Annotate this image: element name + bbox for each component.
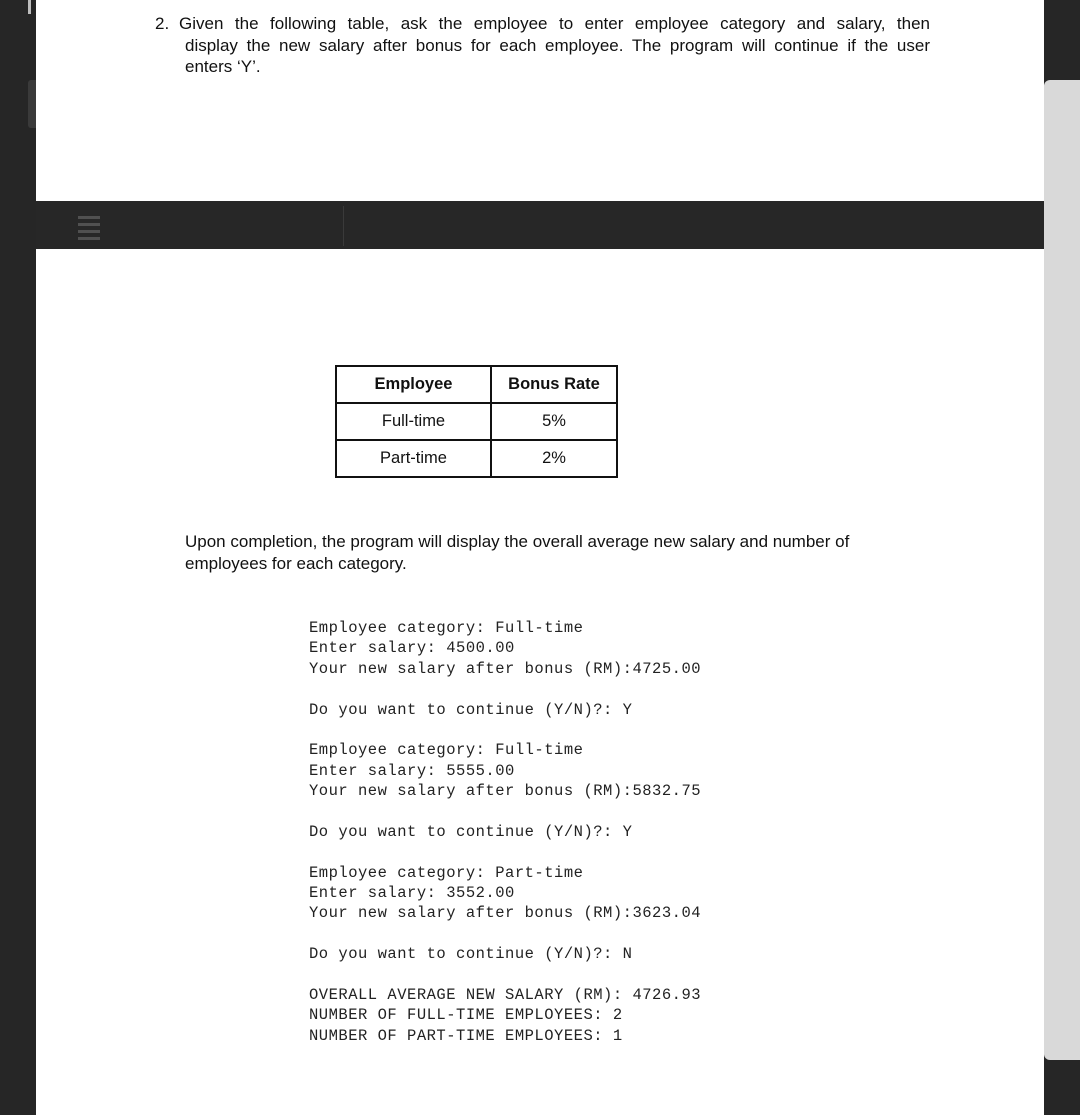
console-line: Employee category: Full-time [309, 619, 584, 637]
question-line-1: Given the following table, ask the employee to enter employee category and salary, then [179, 14, 930, 33]
table-cell: Part-time [336, 440, 491, 477]
table-cell: 2% [491, 440, 617, 477]
table-header-bonus-rate: Bonus Rate [491, 366, 617, 403]
console-line: Your new salary after bonus (RM):4725.00 [309, 659, 702, 678]
table-header-row [336, 366, 617, 403]
console-line: Enter salary: 3552.00 [309, 884, 515, 903]
table-header-employee: Employee [336, 366, 491, 403]
console-line: Do you want to continue (Y/N)?: Y [309, 822, 633, 841]
completion-paragraph [185, 531, 905, 575]
question-number: 2. [155, 14, 170, 33]
question-line-3: enters ‘Y’. [185, 57, 261, 76]
console-line: Enter salary: 5555.00 [309, 761, 515, 780]
console-line: OVERALL AVERAGE NEW SALARY (RM): 4726.93 [309, 986, 702, 1005]
console-line: Your new salary after bonus (RM):5832.75 [309, 782, 702, 801]
console-line: Your new salary after bonus (RM):3623.04 [309, 904, 702, 923]
page-divider [36, 201, 1044, 249]
console-line: Employee category: Part-time [309, 863, 584, 882]
table-cell: Full-time [336, 403, 491, 440]
console-line: Employee category: Full-time [309, 741, 584, 760]
side-tab[interactable] [28, 80, 36, 128]
table-row [336, 440, 617, 477]
console-line: NUMBER OF PART-TIME EMPLOYEES: 1 [309, 1026, 623, 1045]
table-row [336, 403, 617, 440]
bonus-rate-table [335, 365, 618, 478]
table-cell: 5% [491, 403, 617, 440]
question-line-2: display the new salary after bonus for each employee. The program will continue if the user [185, 35, 930, 55]
paragraph-line-2: employees for each category. [185, 554, 407, 573]
menu-icon [78, 216, 100, 244]
paragraph-line-1: Upon completion, the program will display the overall average new salary and number of [185, 532, 850, 551]
console-line: Do you want to continue (Y/N)?: N [309, 945, 633, 964]
gutter-tick [28, 0, 31, 14]
console-line: NUMBER OF FULL-TIME EMPLOYEES: 2 [309, 1006, 623, 1025]
sample-console-output [309, 618, 701, 1046]
console-line: Do you want to continue (Y/N)?: Y [309, 700, 633, 719]
toolbar-separator [343, 206, 344, 246]
scrollbar[interactable] [1044, 80, 1080, 1060]
console-line: Enter salary: 4500.00 [309, 639, 515, 658]
left-gutter [0, 0, 36, 1115]
